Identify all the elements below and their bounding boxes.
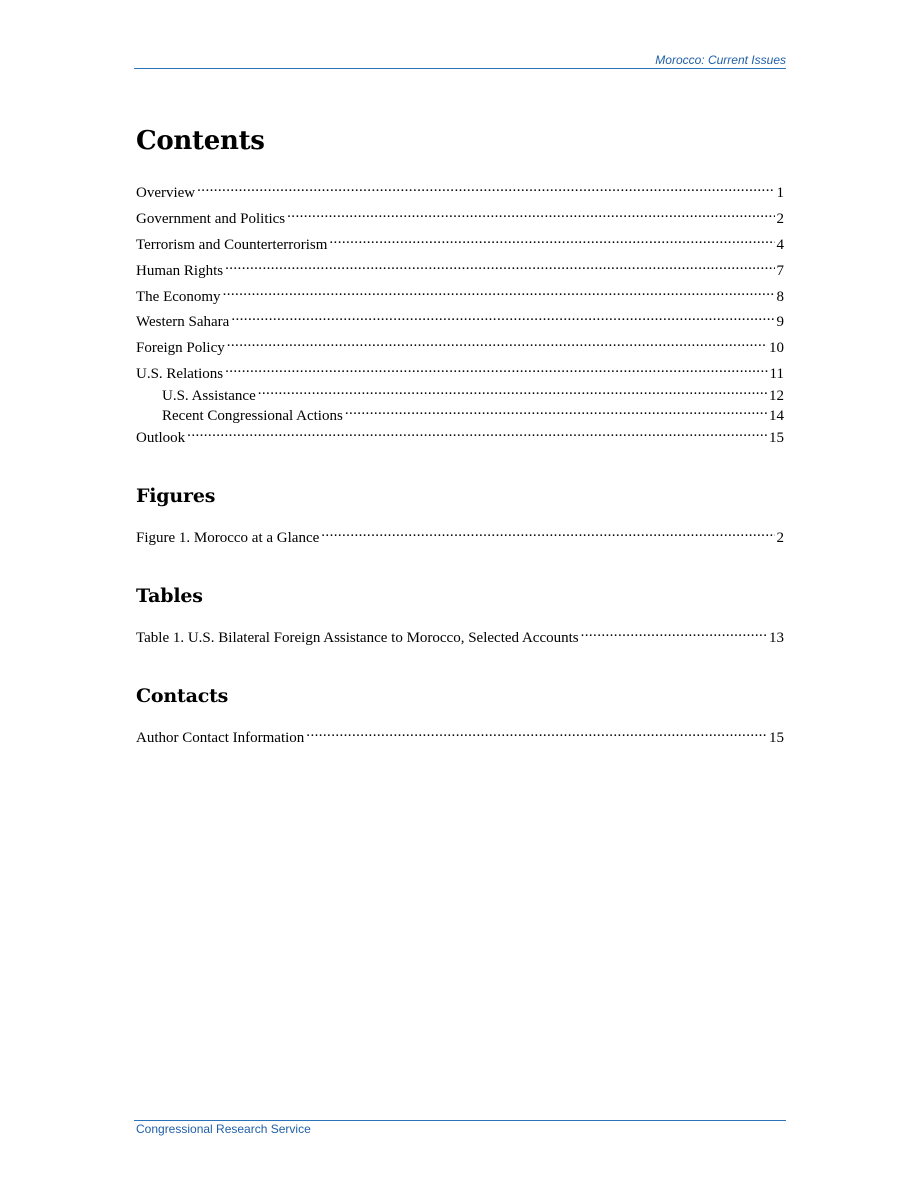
dot-leader — [231, 306, 774, 326]
header-rule — [134, 68, 786, 69]
toc-entry-text: Figure 1. Morocco at a Glance — [136, 530, 320, 546]
contents-heading: Contents — [136, 126, 265, 156]
dot-leader — [258, 380, 767, 400]
toc-entry-text: Terrorism and Counterterrorism — [136, 237, 328, 253]
toc-entry-figure-1[interactable] — [136, 522, 784, 546]
toc-entry-text: The Economy — [136, 289, 221, 305]
toc-entry-author-contact-information[interactable] — [136, 722, 784, 746]
footer-rule — [134, 1120, 786, 1121]
toc-entry-the-economy[interactable] — [136, 281, 784, 305]
toc-page-number: 1 — [776, 185, 784, 201]
toc-entry-text: Overview — [136, 185, 196, 201]
toc-entry-us-relations[interactable] — [136, 358, 784, 382]
toc-entry-table-1[interactable] — [136, 622, 784, 646]
running-header-title: Morocco: Current Issues — [655, 53, 786, 67]
dot-leader — [187, 422, 767, 442]
toc-entry-us-assistance[interactable] — [162, 380, 784, 404]
toc-entry-recent-congressional-actions[interactable] — [162, 400, 784, 424]
running-footer-organization: Congressional Research Service — [136, 1122, 311, 1136]
toc-page-number: 14 — [769, 408, 784, 424]
contacts-heading: Contacts — [136, 685, 229, 707]
toc-entry-government-and-politics[interactable] — [136, 203, 784, 227]
dot-leader — [287, 203, 774, 223]
toc-entry-human-rights[interactable] — [136, 255, 784, 279]
toc-page-number: 13 — [769, 630, 784, 646]
dot-leader — [225, 255, 774, 275]
toc-page-number: 2 — [776, 530, 784, 546]
toc-page-number: 11 — [769, 366, 784, 382]
toc-page-number: 10 — [769, 340, 784, 356]
toc-page-number: 9 — [776, 314, 784, 330]
toc-entry-overview[interactable] — [136, 177, 784, 201]
tables-heading: Tables — [136, 585, 203, 607]
dot-leader — [306, 722, 767, 742]
toc-entry-foreign-policy[interactable] — [136, 332, 784, 356]
dot-leader — [225, 358, 767, 378]
dot-leader — [329, 229, 774, 249]
toc-page-number: 15 — [769, 430, 784, 446]
toc-page-number: 15 — [769, 730, 784, 746]
dot-leader — [197, 177, 774, 197]
toc-entry-text: Western Sahara — [136, 314, 230, 330]
toc-page-number: 7 — [776, 263, 784, 279]
dot-leader — [227, 332, 767, 352]
figures-heading: Figures — [136, 485, 216, 507]
dot-leader — [223, 281, 775, 301]
toc-entry-text: U.S. Assistance — [162, 388, 256, 404]
toc-page-number: 4 — [776, 237, 784, 253]
toc-entry-terrorism[interactable] — [136, 229, 784, 253]
toc-entry-text: Recent Congressional Actions — [162, 408, 343, 424]
toc-entry-western-sahara[interactable] — [136, 306, 784, 330]
toc-page-number: 12 — [769, 388, 784, 404]
dot-leader — [321, 522, 774, 542]
dot-leader — [345, 400, 767, 420]
toc-page-number: 8 — [776, 289, 784, 305]
toc-page-number: 2 — [776, 211, 784, 227]
toc-entry-text: Foreign Policy — [136, 340, 225, 356]
toc-entry-text: Human Rights — [136, 263, 224, 279]
dot-leader — [581, 622, 767, 642]
toc-entry-text: U.S. Relations — [136, 366, 224, 382]
toc-entry-text: Outlook — [136, 430, 186, 446]
toc-entry-text: Author Contact Information — [136, 730, 305, 746]
toc-entry-text: Table 1. U.S. Bilateral Foreign Assistance to Morocco, Selected Accounts — [136, 630, 579, 646]
toc-entry-outlook[interactable] — [136, 422, 784, 446]
toc-entry-text: Government and Politics — [136, 211, 286, 227]
